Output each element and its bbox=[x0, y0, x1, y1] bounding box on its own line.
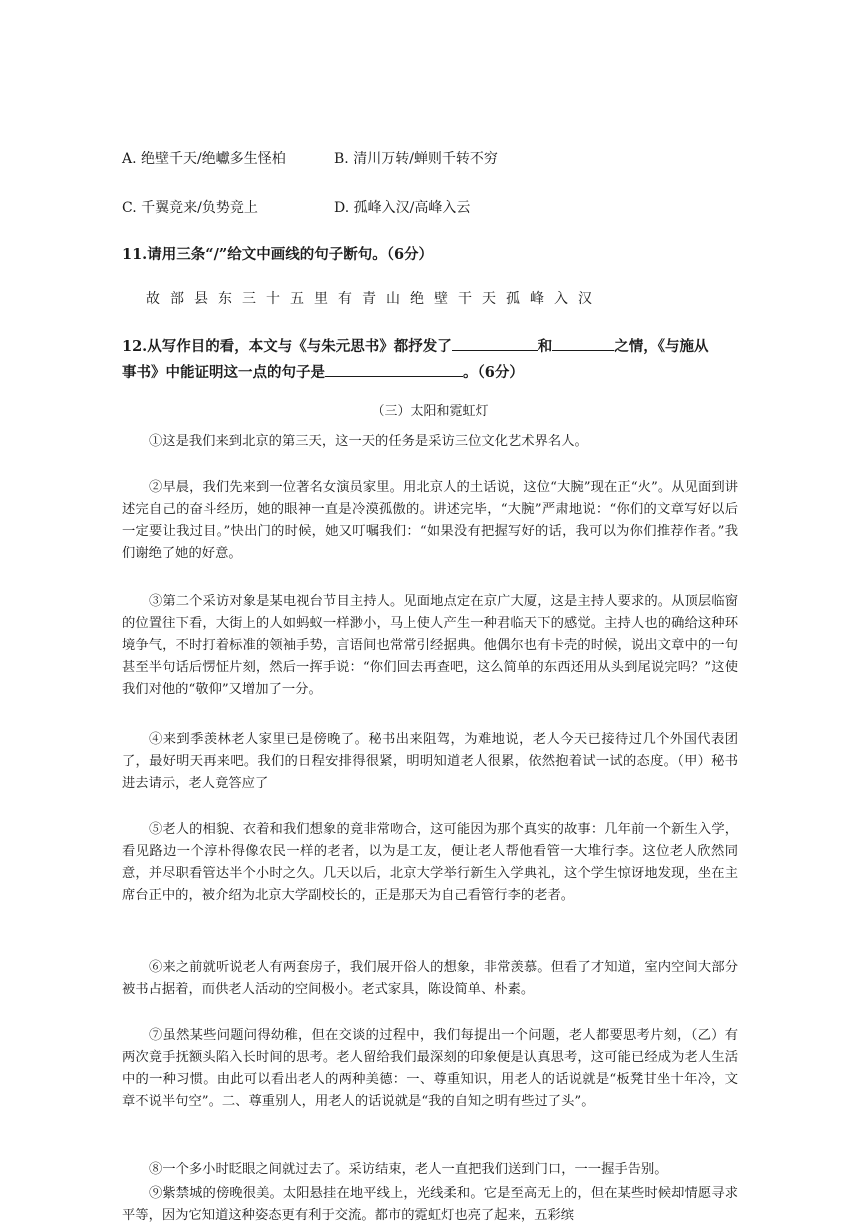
answer-blank-2[interactable] bbox=[552, 336, 614, 351]
option-d-text: D. 孤峰入汉/高峰入云 bbox=[334, 200, 471, 216]
question-12-line2 bbox=[122, 362, 524, 383]
question-12-line2a: 事书》中能证明这一点的句子是 bbox=[122, 364, 325, 381]
answer-blank-1[interactable] bbox=[452, 336, 538, 351]
question-12-part3: 之情，《与施从 bbox=[614, 338, 709, 355]
answer-blank-3[interactable] bbox=[325, 362, 463, 377]
paragraph-9: ⑨紫禁城的傍晚很美。太阳悬挂在地平线上，光线柔和。它是至高无上的，但在某些时候却情愿寻求平等，因为它知道这种姿态更有利于交流。都市的霓虹灯也亮了起来，五彩缤 bbox=[122, 1186, 738, 1224]
paragraph-5: ⑤老人的相貌、衣着和我们想象的竟非常吻合，这可能因为那个真实的故事：几年前一个新生入学，看见路边一个淳朴得像农民一样的老者，以为是工友，便让老人帮他看管一大堆行李。这位老人欣然同意，并尽职看管达半个小时之久。几天以后，北京大学举行新生入学典礼，这个学生惊讶地发现，坐在主席台正中的，被介绍为北京大学副校长的，正是那天为自己看管行李的老者。 bbox=[122, 822, 738, 904]
question-12-line1 bbox=[122, 336, 708, 357]
question-12-line2b: 。（6分） bbox=[463, 364, 524, 381]
option-b-text: B. 清川万转/蝉则千转不穷 bbox=[334, 151, 498, 167]
option-c bbox=[122, 198, 258, 218]
question-11-sentence: 故部县东三十五里有青山绝壁干天孤峰入汉 bbox=[146, 291, 602, 307]
option-a-text: A. 绝壁千天/绝巘多生怪柏 bbox=[122, 151, 286, 167]
option-c-text: C. 千翼竞来/负势竞上 bbox=[122, 200, 258, 216]
question-11-prompt: 11.请用三条“/”给文中画线的句子断句。（6分） bbox=[122, 246, 434, 263]
paragraph-4: ④来到季羡林老人家里已是傍晚了。秘书出来阻驾，为难地说，老人今天已接待过几个外国代表团了，最好明天再来吧。我们的日程安排得很紧，明明知道老人很累，依然抱着试一试的态度。（甲）秘书进去请示，老人竟答应了 bbox=[122, 732, 738, 792]
option-a bbox=[122, 149, 286, 169]
paragraph-1: ①这是我们来到北京的第三天，这一天的任务是采访三位文化艺术界名人。 bbox=[149, 434, 588, 450]
paragraph-7: ⑦虽然某些问题问得幼稚，但在交谈的过程中，我们每提出一个问题，老人都要思考片刻，（乙）有两次竟手抚额头陷入长时间的思考。老人留给我们最深刻的印象便是认真思考，这可能已经成为老人生活中的一种习惯。由此可以看出老人的两种美德：一、尊重知识，用老人的话说就是“板凳甘坐十年冷，文章不说半句空”。二、尊重别人，用老人的话说就是“我的自知之明有些过了头”。 bbox=[122, 1028, 738, 1110]
option-b bbox=[334, 149, 498, 169]
paragraph-6: ⑥来之前就听说老人有两套房子，我们展开俗人的想象，非常羡慕。但看了才知道，室内空间大部分被书占据着，而供老人活动的空间极小。老式家具，陈设简单、朴素。 bbox=[122, 960, 738, 998]
option-d bbox=[334, 198, 470, 218]
question-12-part1: 12.从写作目的看，本文与《与朱元思书》都抒发了 bbox=[122, 338, 452, 355]
question-12-part2: 和 bbox=[537, 338, 553, 355]
paragraph-8: ⑧一个多小时眨眼之间就过去了。采访结束，老人一直把我们送到门口，一一握手告别。 bbox=[149, 1162, 668, 1178]
paragraph-3: ③第二个采访对象是某电视台节目主持人。见面地点定在京广大厦，这是主持人要求的。从顶层临窗的位置往下看，大街上的人如蚂蚁一样渺小，马上使人产生一种君临天下的感觉。主持人也的确给这种环境争气，不时打着标准的领袖手势，言语间也常常引经据典。他偶尔也有卡壳的时候，说出文章中的一句甚至半句话后愣怔片刻，然后一挥手说：“你们回去再查吧，这么简单的东西还用从头到尾说完吗？”这使我们对他的“敬仰”又增加了一分。 bbox=[122, 594, 738, 698]
paragraph-2: ②早晨，我们先来到一位著名女演员家里。用北京人的土话说，这位“大腕”现在正“火”。从见面到讲述完自己的奋斗经历，她的眼神一直是冷漠孤傲的。讲述完毕，“大腕”严肃地说：“你们的文章写好以后一定要让我过目。”快出门的时候，她又叮嘱我们：“如果没有把握写好的话，我可以为你们推荐作者。”我们谢绝了她的好意。 bbox=[122, 480, 738, 562]
passage-title: （三）太阳和霓虹灯 bbox=[371, 404, 489, 419]
